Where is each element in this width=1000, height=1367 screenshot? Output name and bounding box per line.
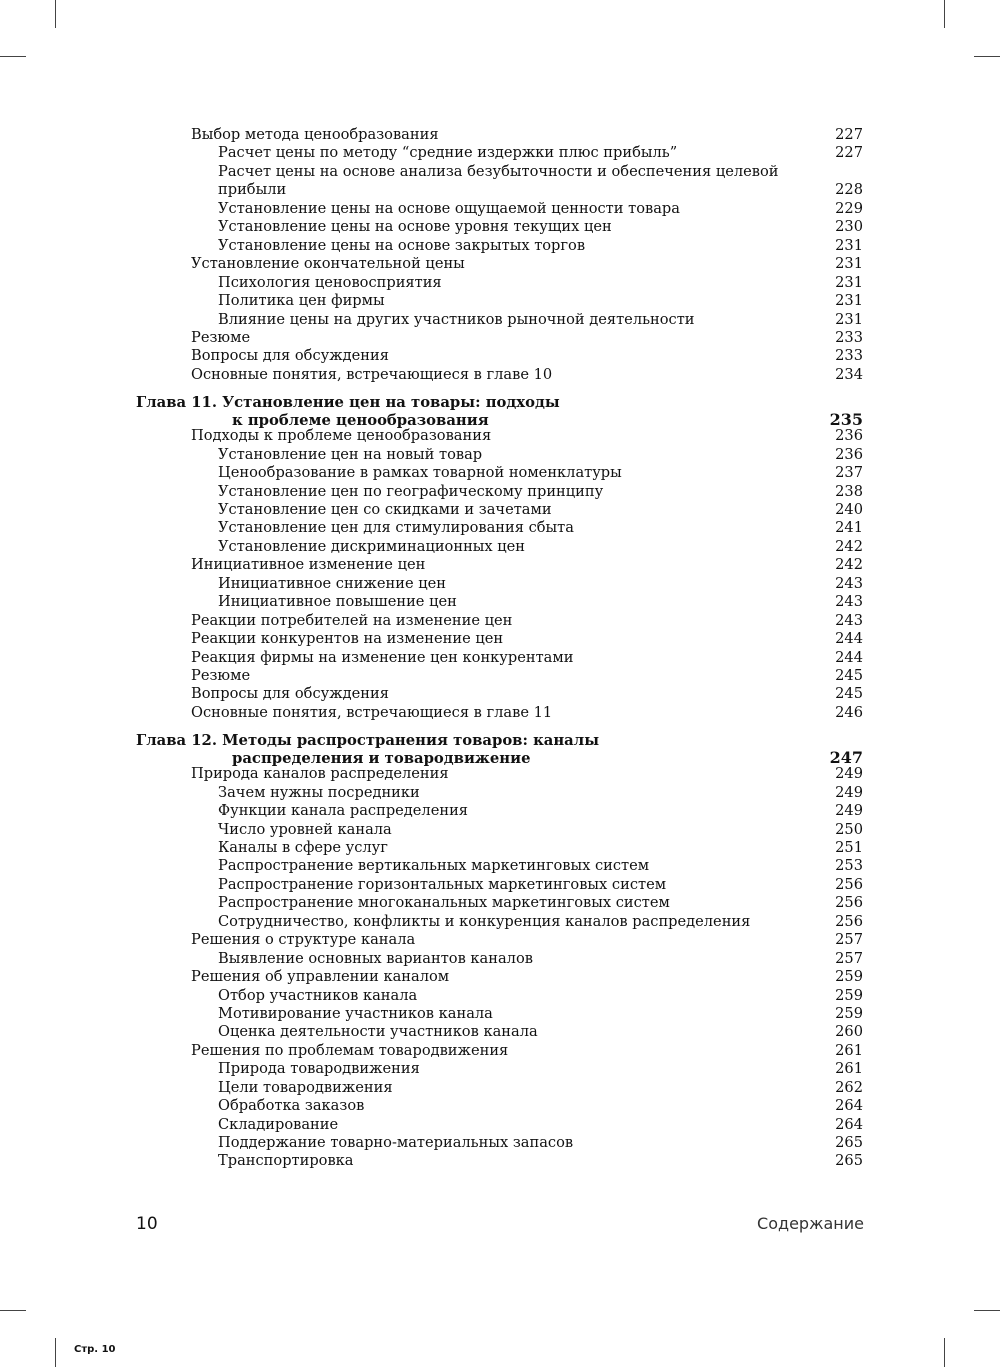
- toc-entry-title: Решения об управлении каналом: [191, 968, 450, 986]
- toc-entry-title: Влияние цены на других участников рыночной деятельности: [218, 310, 695, 328]
- toc-entry-page: 231: [835, 255, 863, 273]
- toc-entry-title: Поддержание товарно-материальных запасов: [218, 1134, 574, 1151]
- toc-entry[interactable]: [0, 483, 1000, 501]
- toc-entry-page: 240: [835, 501, 863, 518]
- toc-entry[interactable]: [0, 987, 1000, 1005]
- toc-entry[interactable]: [0, 894, 1000, 912]
- toc-entry-page: 249: [835, 783, 863, 801]
- toc-entry-title: Ценообразование в рамках товарной номенклатуры: [218, 464, 622, 482]
- toc-entry-page: 227: [835, 126, 863, 143]
- toc-entry-title: Мотивирование участников канала: [218, 1004, 493, 1022]
- toc-entry[interactable]: [0, 329, 1000, 347]
- toc-entry-title: Установление цен со скидками и зачетами: [218, 501, 552, 518]
- toc-entry[interactable]: [0, 575, 1000, 593]
- toc-entry-title: Резюме: [191, 666, 251, 684]
- toc-entry[interactable]: [0, 1134, 1000, 1152]
- toc-entry-page: 244: [835, 648, 863, 666]
- chapter-title-line2: к проблеме ценообразования: [232, 412, 489, 430]
- toc-entry-title: Выбор метода ценообразования: [191, 126, 439, 143]
- toc-entry-title: Решения о структуре канала: [191, 931, 416, 949]
- toc-entry-page: 231: [835, 273, 863, 291]
- toc-entry[interactable]: [0, 649, 1000, 667]
- toc-entry-page: 236: [835, 445, 863, 463]
- toc-entry-page: 257: [835, 949, 863, 967]
- toc-entry-page: 264: [835, 1097, 863, 1115]
- running-footer-title: Содержание: [757, 1214, 864, 1233]
- toc-entry[interactable]: [0, 913, 1000, 931]
- toc-entry-title: Цели товародвижения: [218, 1078, 393, 1096]
- toc-entry[interactable]: [0, 667, 1000, 685]
- toc-entry[interactable]: [0, 612, 1000, 630]
- toc-entry-title: Инициативное изменение цен: [191, 556, 426, 574]
- toc-section-part2: [0, 427, 1000, 722]
- toc-entry-title: Установление цен для стимулирования сбыта: [218, 519, 574, 537]
- toc-entry-page: 244: [835, 630, 863, 648]
- toc-entry-title: Число уровней канала: [218, 820, 392, 838]
- toc-entry-page: 251: [835, 839, 863, 856]
- toc-entry-title: Инициативное снижение цен: [218, 574, 446, 592]
- toc-entry-page: 237: [835, 464, 863, 482]
- toc-entry-page: 259: [835, 968, 863, 986]
- toc-entry[interactable]: [0, 593, 1000, 611]
- toc-entry-page: 249: [835, 802, 863, 820]
- toc-entry-page: 256: [835, 875, 863, 893]
- toc-entry-title: Природа товародвижения: [218, 1060, 420, 1078]
- toc-entry-title: Отбор участников канала: [218, 986, 418, 1004]
- chapter-page-number: 235: [829, 410, 863, 430]
- toc-entry[interactable]: [0, 200, 1000, 218]
- toc-entry-title: Сотрудничество, конфликты и конкуренция каналов распределения: [218, 912, 751, 930]
- crop-mark: [944, 1338, 945, 1367]
- chapter-title-line2: распределения и товародвижение: [232, 750, 531, 768]
- page-marker: Стр. 10: [74, 1344, 116, 1355]
- chapter-page-number: 247: [829, 748, 863, 768]
- toc-entry-page: 253: [835, 857, 863, 875]
- toc-entry-title: Расчет цены по методу “средние издержки плюс прибыль”: [218, 144, 678, 162]
- toc-entry-page: 264: [835, 1115, 863, 1133]
- toc-entry-page: 242: [835, 556, 863, 574]
- toc-entry-title: Политика цен фирмы: [218, 292, 385, 310]
- toc-entry-page: 243: [835, 593, 863, 611]
- crop-mark: [55, 0, 56, 28]
- toc-entry-title: Решения по проблемам товародвижения: [191, 1041, 509, 1059]
- toc-entry-title: Резюме: [191, 328, 251, 346]
- toc-entry-page: 230: [835, 218, 863, 236]
- toc-entry-title: Психология ценовосприятия: [218, 273, 442, 291]
- toc-entry-title: Транспортировка: [218, 1152, 354, 1170]
- toc-entry-page: 260: [835, 1023, 863, 1041]
- toc-entry-page: 243: [835, 611, 863, 629]
- toc-entry[interactable]: [0, 501, 1000, 519]
- toc-entry-page: 245: [835, 666, 863, 684]
- toc-entry-page: 262: [835, 1078, 863, 1096]
- toc-entry-page: 233: [835, 347, 863, 365]
- toc-entry[interactable]: [0, 274, 1000, 292]
- crop-mark: [944, 0, 945, 28]
- toc-section-part1: [0, 126, 1000, 384]
- toc-entry-page: 231: [835, 236, 863, 254]
- toc-entry-page: 265: [835, 1134, 863, 1151]
- toc-entry[interactable]: [0, 538, 1000, 556]
- toc-entry-page: 231: [835, 292, 863, 310]
- toc-entry[interactable]: [0, 857, 1000, 875]
- toc-entry[interactable]: [0, 630, 1000, 648]
- toc-entry-title: Функции канала распределения: [218, 802, 468, 820]
- toc-entry-page: 236: [835, 427, 863, 445]
- toc-entry[interactable]: [0, 218, 1000, 236]
- toc-entry[interactable]: [0, 237, 1000, 255]
- toc-entry[interactable]: [0, 519, 1000, 537]
- toc-entry-page: 241: [835, 519, 863, 537]
- toc-entry[interactable]: [0, 876, 1000, 894]
- toc-entry-title: Установление цен на новый товар: [218, 445, 483, 463]
- toc-entry-title: Установление окончательной цены: [191, 255, 465, 273]
- toc-entry-page: 261: [835, 1041, 863, 1059]
- toc-entry-title: Основные понятия, встречающиеся в главе 11: [191, 703, 553, 721]
- toc-entry-page: 256: [835, 894, 863, 912]
- toc-entry[interactable]: [0, 1042, 1000, 1060]
- toc-entry-page: 234: [835, 365, 863, 383]
- toc-entry[interactable]: [0, 704, 1000, 722]
- toc-entry[interactable]: [0, 1079, 1000, 1097]
- toc-entry[interactable]: [0, 784, 1000, 802]
- toc-entry-title: Природа каналов распределения: [191, 765, 449, 783]
- crop-mark: [974, 1310, 1000, 1311]
- toc-entry[interactable]: [0, 839, 1000, 857]
- toc-entry-title: Реакции потребителей на изменение цен: [191, 611, 513, 629]
- toc-entry[interactable]: [0, 311, 1000, 329]
- toc-entry-page: 227: [835, 144, 863, 162]
- toc-entry-page: 257: [835, 931, 863, 949]
- toc-entry[interactable]: [0, 446, 1000, 464]
- toc-entry[interactable]: [0, 968, 1000, 986]
- toc-entry-page: 243: [835, 574, 863, 592]
- toc-section-part3: [0, 765, 1000, 1171]
- toc-entry-title: Расчет цены на основе анализа безубыточности и обеспечения целевой прибыли: [218, 162, 779, 199]
- toc-entry-title: Инициативное повышение цен: [218, 593, 457, 611]
- toc-entry-title: Складирование: [218, 1115, 339, 1133]
- toc-entry-page: 238: [835, 482, 863, 500]
- toc-entry-title: Установление цены на основе уровня текущих цен: [218, 218, 612, 236]
- toc-entry[interactable]: [0, 464, 1000, 482]
- toc-entry-title: Обработка заказов: [218, 1097, 365, 1115]
- toc-entry-page: 256: [835, 912, 863, 930]
- toc-entry-title: Установление цены на основе закрытых торгов: [218, 236, 586, 254]
- page-number: 10: [136, 1214, 158, 1234]
- toc-entry-title: Реакция фирмы на изменение цен конкурентами: [191, 648, 574, 666]
- toc-entry-page: 231: [835, 310, 863, 328]
- toc-entry-title: Установление цены на основе ощущаемой ценности товара: [218, 199, 680, 217]
- toc-entry-page: 249: [835, 765, 863, 783]
- toc-entry-title: Распространение горизонтальных маркетинговых систем: [218, 875, 667, 893]
- toc-entry[interactable]: [0, 821, 1000, 839]
- toc-entry[interactable]: [0, 427, 1000, 445]
- toc-entry[interactable]: [0, 1060, 1000, 1078]
- toc-entry-title: Установление цен по географическому принципу: [218, 482, 604, 500]
- toc-entry[interactable]: [0, 685, 1000, 703]
- toc-entry[interactable]: [0, 1005, 1000, 1023]
- toc-entry[interactable]: [0, 765, 1000, 783]
- toc-entry[interactable]: [0, 255, 1000, 273]
- toc-entry[interactable]: [0, 950, 1000, 968]
- toc-entry[interactable]: [0, 1097, 1000, 1115]
- toc-entry[interactable]: [0, 556, 1000, 574]
- toc-entry[interactable]: [0, 292, 1000, 310]
- toc-entry-title: Основные понятия, встречающиеся в главе 10: [191, 365, 553, 383]
- crop-mark: [0, 1310, 26, 1311]
- toc-entry-page: 250: [835, 820, 863, 838]
- toc-entry-page: 259: [835, 986, 863, 1004]
- toc-entry-title: Выявление основных вариантов каналов: [218, 949, 533, 967]
- toc-entry-title: Подходы к проблеме ценообразования: [191, 427, 492, 445]
- toc-entry-title: Каналы в сфере услуг: [218, 839, 388, 856]
- toc-entry-title: Зачем нужны посредники: [218, 783, 420, 801]
- toc-entry-page: 242: [835, 537, 863, 555]
- toc-entry-page: 228: [835, 181, 863, 199]
- toc-entry[interactable]: [0, 163, 1000, 200]
- toc-entry[interactable]: [0, 931, 1000, 949]
- toc-entry-page: 229: [835, 199, 863, 217]
- table-of-contents: [0, 126, 1000, 1171]
- toc-entry[interactable]: [0, 802, 1000, 820]
- toc-entry-title: Установление дискриминационных цен: [218, 537, 526, 555]
- toc-entry-page: 233: [835, 328, 863, 346]
- crop-mark: [55, 1338, 56, 1367]
- toc-entry[interactable]: [0, 347, 1000, 365]
- toc-entry-title: Распространение многоканальных маркетинговых систем: [218, 894, 670, 912]
- toc-entry-title: Оценка деятельности участников канала: [218, 1023, 538, 1041]
- toc-entry[interactable]: [0, 144, 1000, 162]
- toc-entry[interactable]: [0, 366, 1000, 384]
- crop-mark: [0, 56, 26, 57]
- toc-entry-page: 246: [835, 703, 863, 721]
- crop-mark: [974, 56, 1000, 57]
- toc-entry[interactable]: [0, 1023, 1000, 1041]
- toc-entry-page: 265: [835, 1152, 863, 1170]
- toc-entry-title: Распространение вертикальных маркетинговых систем: [218, 857, 650, 875]
- toc-entry-title: Вопросы для обсуждения: [191, 347, 389, 365]
- toc-entry-page: 259: [835, 1004, 863, 1022]
- toc-entry-title: Вопросы для обсуждения: [191, 685, 389, 703]
- toc-entry-page: 245: [835, 685, 863, 703]
- toc-entry-page: 261: [835, 1060, 863, 1078]
- toc-entry[interactable]: [0, 1152, 1000, 1170]
- chapter-title-line1: Глава 12. Методы распространения товаров: каналы: [136, 732, 600, 750]
- chapter-heading-11[interactable]: [0, 385, 1000, 430]
- toc-entry[interactable]: [0, 1116, 1000, 1134]
- toc-entry[interactable]: [0, 126, 1000, 144]
- chapter-heading-12[interactable]: [0, 723, 1000, 768]
- chapter-title-line1: Глава 11. Установление цен на товары: подходы: [136, 394, 560, 412]
- toc-entry-title: Реакции конкурентов на изменение цен: [191, 630, 504, 648]
